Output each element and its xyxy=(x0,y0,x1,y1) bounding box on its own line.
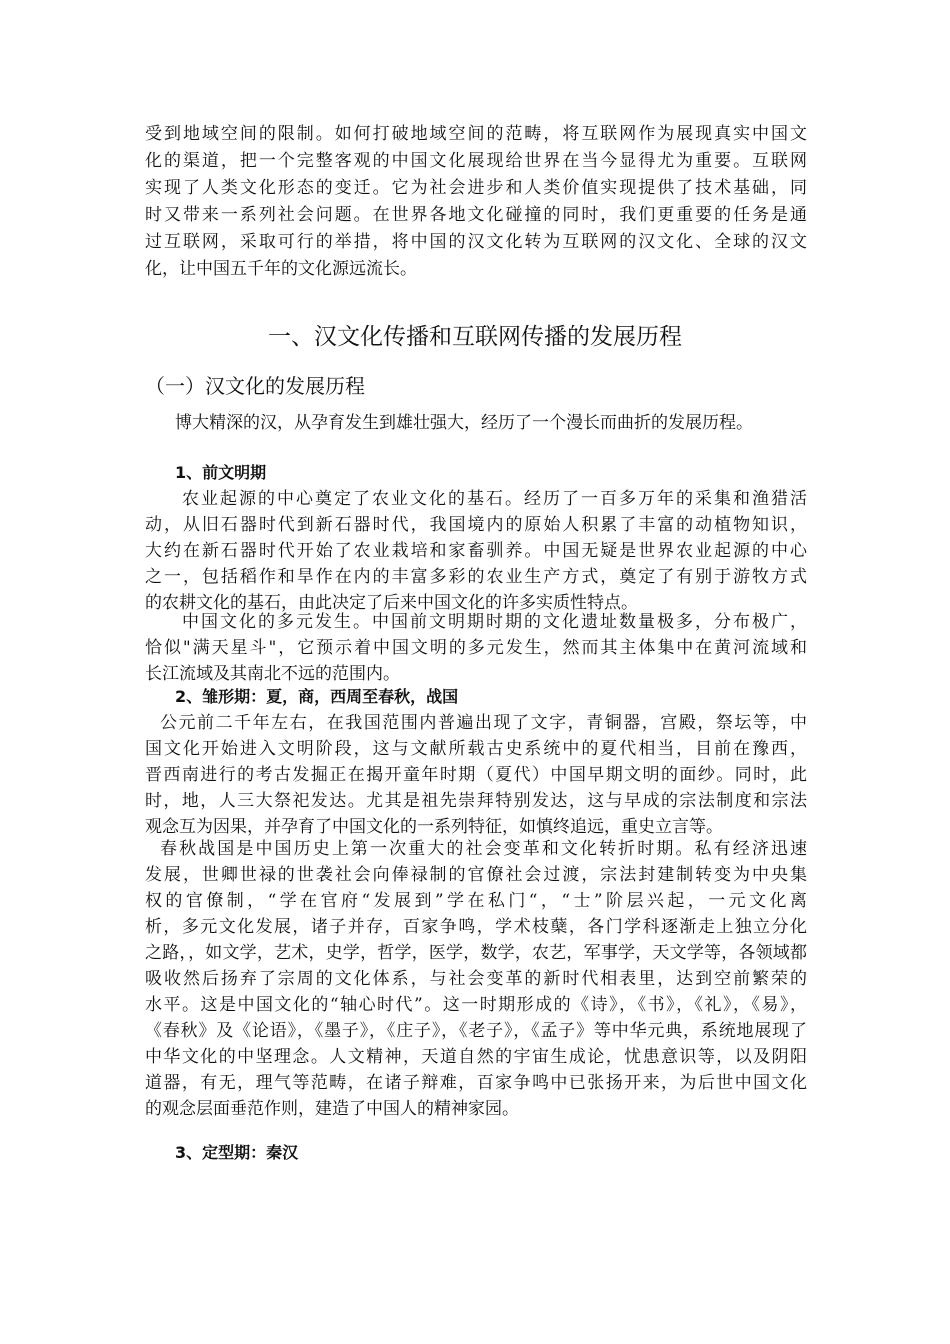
intro-line-1: 受到地域空间的限制。如何打破地域空间的范畴，将互联网作为展现真实中国文 xyxy=(145,124,807,144)
paragraph-line: 长江流域及其南北不远的范围内。 xyxy=(145,664,400,684)
section-heading: （一）汉文化的发展历程 xyxy=(145,374,365,398)
intro-line-2: 化的渠道，把一个完整客观的中国文化展现给世界在当今显得尤为重要。互联网 xyxy=(145,151,807,171)
intro-line-3: 实现了人类文化形态的变迁。它为社会进步和人类价值实现提供了技术基础，同 xyxy=(145,178,807,198)
paragraph-line: 析，多元文化发展，诸子并存，百家争鸣，学术枝蘖，各门学科逐渐走上独立分化 xyxy=(145,917,807,937)
paragraph-line: 公元前二千年左右，在我国范围内普遍出现了文字，青铜器，宫殿，祭坛等，中 xyxy=(160,713,807,733)
paragraph-line: 中华文化的中坚理念。人文精神，天道自然的宇宙生成论，忧患意识等，以及阴阳 xyxy=(145,1047,807,1067)
intro-line-5: 过互联网，采取可行的举措，将中国的汉文化转为互联网的汉文化、全球的汉文 xyxy=(145,232,807,252)
paragraph-line: 的农耕文化的基石，由此决定了后来中国文化的许多实质性特点。 xyxy=(145,593,638,613)
paragraph-line: 动，从旧石器时代到新石器时代，我国境内的原始人积累了丰富的动植物知识， xyxy=(145,515,807,535)
paragraph-line: 恰似"满天星斗"，它预示着中国文明的多元发生，然而其主体集中在黄河流域和 xyxy=(145,638,807,658)
paragraph-line: 的观念层面垂范作则，建造了中国人的精神家园。 xyxy=(145,1099,519,1119)
paragraph-line: 发展，世卿世禄的世袭社会向俸禄制的官僚社会过渡，宗法封建制转变为中央集 xyxy=(145,865,807,885)
paragraph-line: 中国文化的多元发生。中国前文明期时期的文化遗址数量极多，分布极广， xyxy=(182,612,807,632)
paragraph-line: 国文化开始进入文明阶段，这与文献所载古史系统中的夏代相当，目前在豫西， xyxy=(145,739,807,759)
paragraph-line: 权的官僚制，“学在官府“发展到”学在私门“，“士”阶层兴起，一元文化离 xyxy=(145,891,807,911)
section-intro: 博大精深的汉，从孕育发生到雄壮强大，经历了一个漫长而曲折的发展历程。 xyxy=(175,413,753,433)
paragraph-line: 吸收然后扬弃了宗周的文化体系，与社会变革的新时代相表里，达到空前繁荣的 xyxy=(145,969,807,989)
subsection-title-3: 3、定型期：秦汉 xyxy=(175,1143,299,1162)
paragraph-line: 时，地，人三大祭祀发达。尤其是祖先崇拜特别发达，这与早成的宗法制度和宗法 xyxy=(145,791,807,811)
subsection-title-2: 2、雏形期：夏，商，西周至春秋，战国 xyxy=(175,687,459,706)
intro-line-6: 化，让中国五千年的文化源远流长。 xyxy=(145,259,417,279)
intro-line-4: 时又带来一系列社会问题。在世界各地文化碰撞的同时，我们更重要的任务是通 xyxy=(145,205,807,225)
paragraph-line: 《春秋》及《论语》，《墨子》，《庄子》，《老子》，《孟子》等中华元典，系统地展现了 xyxy=(145,1021,807,1041)
paragraph-line: 农业起源的中心奠定了农业文化的基石。经历了一百多万年的采集和渔猎活 xyxy=(182,489,807,509)
paragraph-line: 大约在新石器时代开始了农业栽培和家畜驯养。中国无疑是世界农业起源的中心 xyxy=(145,541,807,561)
chapter-heading: 一、汉文化传播和互联网传播的发展历程 xyxy=(268,324,682,350)
paragraph-line: 之路，，如文学，艺术，史学，哲学，医学，数学，农艺，军事学，天文学等，各领域都 xyxy=(145,943,807,963)
paragraph-line: 之一，包括稻作和旱作在内的丰富多彩的农业生产方式，奠定了有别于游牧方式 xyxy=(145,567,807,587)
paragraph-line: 春秋战国是中国历史上第一次重大的社会变革和文化转折时期。私有经济迅速 xyxy=(160,839,807,859)
subsection-title-1: 1、前文明期 xyxy=(175,463,267,482)
paragraph-line: 道器，有无，理气等范畴，在诸子辩难，百家争鸣中已张扬开来，为后世中国文化 xyxy=(145,1073,807,1093)
paragraph-line: 水平。这是中国文化的“轴心时代”。这一时期形成的《诗》，《书》，《礼》，《易》， xyxy=(145,995,807,1015)
paragraph-line: 晋西南进行的考古发掘正在揭开童年时期（夏代）中国早期文明的面纱。同时，此 xyxy=(145,765,807,785)
paragraph-line: 观念互为因果，并孕育了中国文化的一系列特征，如慎终追远，重史立言等。 xyxy=(145,817,723,837)
